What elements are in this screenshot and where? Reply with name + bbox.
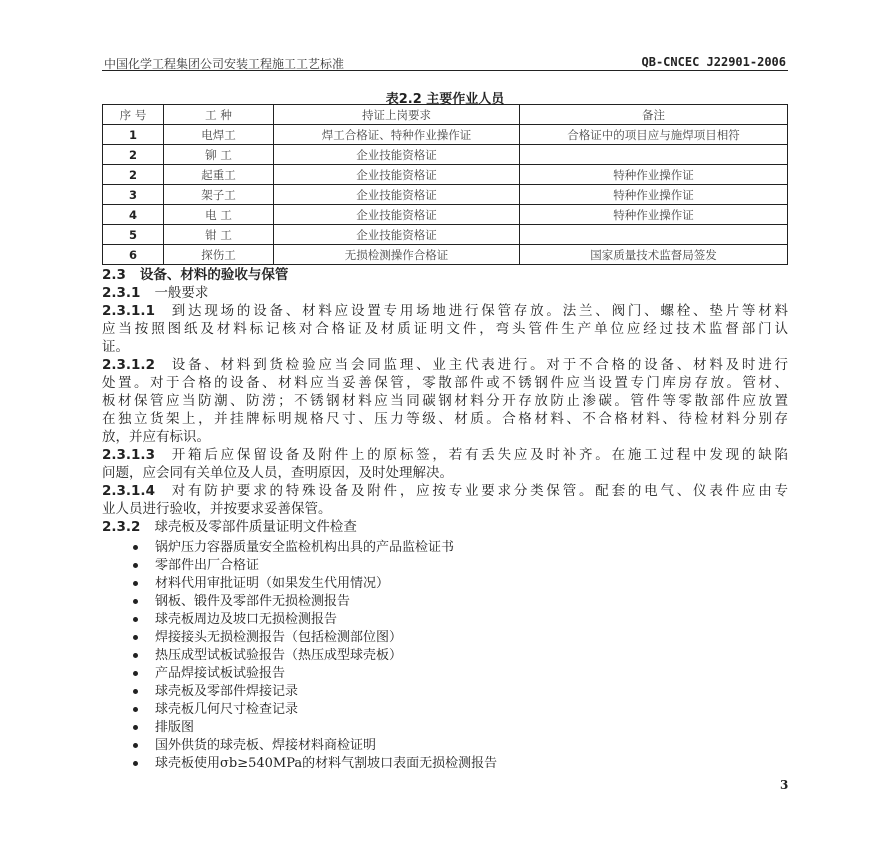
list-item-text: 材料代用审批证明（如果发生代用情况） (155, 576, 390, 591)
table-cell: 6 (103, 245, 164, 265)
bullet-icon (133, 689, 138, 694)
table-cell: 2 (103, 165, 164, 185)
list-item (133, 647, 788, 665)
table-cell: 企业技能资格证 (274, 205, 520, 225)
bullet-icon (133, 617, 138, 622)
paragraph-line (102, 338, 788, 356)
bullet-icon (133, 707, 138, 712)
table-row (103, 145, 788, 165)
paragraph-line (102, 482, 788, 500)
table-row (103, 225, 788, 245)
table-cell: 企业技能资格证 (274, 165, 520, 185)
table-cell: 5 (103, 225, 164, 245)
table-cell: 特种作业操作证 (520, 165, 788, 185)
paragraph-line (102, 410, 788, 428)
list-item-text: 国外供货的球壳板、焊接材料商检证明 (155, 738, 377, 753)
paragraph-line (102, 518, 788, 536)
paragraph-text: 在独立货架上，并挂牌标明规格尺寸、压力等级、材质。合格材料、不合格材料、待检材料分别存 (102, 411, 788, 427)
personnel-table (102, 104, 788, 265)
list-item-text: 球壳板使用σb≥540MPa的材料气割坡口表面无损检测报告 (155, 756, 498, 771)
list-item-text: 热压成型试板试验报告（热压成型球壳板） (155, 648, 403, 663)
paragraph-line (102, 464, 788, 482)
bullet-icon (133, 725, 138, 730)
table-row (103, 245, 788, 265)
paragraph-text: 设备、材料到货检验应当会同监理、业主代表进行。对于不合格的设备、材料及时进行 (168, 357, 788, 373)
table-cell: 特种作业操作证 (520, 205, 788, 225)
list-item-text: 锅炉压力容器质量安全监检机构出具的产品监检证书 (155, 540, 455, 555)
table-cell: 架子工 (164, 185, 274, 205)
paragraph-line (102, 356, 788, 374)
section-number: 2.3.2 (102, 519, 141, 535)
bullet-icon (133, 563, 138, 568)
table-cell: 电 工 (164, 205, 274, 225)
table-row (103, 125, 788, 145)
table-cell: 国家质量技术监督局签发 (520, 245, 788, 265)
header-title: 中国化学工程集团公司安装工程施工工艺标准 (104, 57, 345, 71)
table-row (103, 205, 788, 225)
table-cell: 1 (103, 125, 164, 145)
column-header: 备注 (520, 105, 788, 125)
table-cell: 钳 工 (164, 225, 274, 245)
paragraph-text: 板材保管应当防潮、防涝；不锈钢材料应当同碳钢材料分开存放防止渗碳。管件等零散部件应放置 (102, 393, 788, 409)
paragraph-line (102, 284, 788, 302)
table-cell: 3 (103, 185, 164, 205)
list-item (133, 575, 788, 593)
table-cell (520, 145, 788, 165)
paragraph-text: 到达现场的设备、材料应设置专用场地进行保管存放。法兰、阀门、螺栓、垫片等材料 (168, 303, 788, 319)
section-number: 2.3.1.4 (102, 483, 155, 499)
paragraph-text: 应当按照图纸及材料标记核对合格证及材质证明文件，弯头管件生产单位应经过技术监督部门认 (102, 321, 788, 337)
bullet-icon (133, 599, 138, 604)
paragraph-line (102, 266, 788, 284)
column-header: 工 种 (164, 105, 274, 125)
list-item (133, 539, 788, 557)
header-rule (102, 70, 788, 71)
paragraph-line (102, 374, 788, 392)
table-cell: 无损检测操作合格证 (274, 245, 520, 265)
content-flow (102, 266, 788, 773)
table-row (103, 185, 788, 205)
table-cell: 电焊工 (164, 125, 274, 145)
paragraph-line (102, 428, 788, 446)
table-cell: 4 (103, 205, 164, 225)
list-item-text: 球壳板及零部件焊接记录 (155, 684, 299, 699)
paragraph-line (102, 500, 788, 518)
paragraph-line (102, 392, 788, 410)
table-row (103, 165, 788, 185)
paragraph-line (102, 446, 788, 464)
table-cell: 焊工合格证、特种作业操作证 (274, 125, 520, 145)
list-item (133, 755, 788, 773)
list-item (133, 593, 788, 611)
bullet-icon (133, 653, 138, 658)
paragraph-text: 开箱后应保留设备及附件上的原标签，若有丢失应及时补齐。在施工过程中发现的缺陷 (168, 447, 788, 463)
page-number: 3 (780, 778, 789, 792)
list-item-text: 球壳板周边及坡口无损检测报告 (155, 612, 338, 627)
table-header-row (103, 105, 788, 125)
table-cell: 探伤工 (164, 245, 274, 265)
list-item-text: 焊接接头无损检测报告（包括检测部位图） (155, 630, 403, 645)
column-header: 序 号 (103, 105, 164, 125)
paragraph-text: 对有防护要求的特殊设备及附件，应按专业要求分类保管。配套的电气、仪表件应由专 (168, 483, 788, 499)
paragraph-text: 球壳板及零部件质量证明文件检查 (154, 519, 357, 535)
table-cell: 特种作业操作证 (520, 185, 788, 205)
list-item (133, 665, 788, 683)
section-number: 2.3 (102, 267, 126, 283)
list-item (133, 719, 788, 737)
section-number: 2.3.1.2 (102, 357, 155, 373)
header-standard-code: QB-CNCEC J22901-2006 (641, 55, 786, 69)
bullet-icon (133, 635, 138, 640)
table-cell: 企业技能资格证 (274, 145, 520, 165)
document-checklist (133, 539, 788, 773)
paragraph-text: 放，并应有标识。 (102, 429, 210, 445)
list-item (133, 683, 788, 701)
list-item (133, 557, 788, 575)
table-cell: 2 (103, 145, 164, 165)
bullet-icon (133, 761, 138, 766)
list-item-text: 球壳板几何尺寸检查记录 (155, 702, 299, 717)
section-number: 2.3.1.1 (102, 303, 155, 319)
paragraph-line (102, 320, 788, 338)
list-item (133, 737, 788, 755)
bullet-icon (133, 581, 138, 586)
paragraph-text: 处置。对于合格的设备、材料应当妥善保管，零散部件或不锈钢件应当设置专门库房存放。管材、 (102, 375, 788, 391)
table-cell: 起重工 (164, 165, 274, 185)
body-text (102, 266, 788, 536)
table-cell (520, 225, 788, 245)
table-cell: 合格证中的项目应与施焊项目相符 (520, 125, 788, 145)
list-item (133, 611, 788, 629)
table-cell: 企业技能资格证 (274, 225, 520, 245)
section-number: 2.3.1 (102, 285, 141, 301)
section-number: 2.3.1.3 (102, 447, 155, 463)
bullet-icon (133, 743, 138, 748)
table-cell: 企业技能资格证 (274, 185, 520, 205)
list-item-text: 零部件出厂合格证 (155, 558, 260, 573)
list-item (133, 701, 788, 719)
paragraph-text: 一般要求 (154, 285, 209, 301)
list-item-text: 钢板、锻件及零部件无损检测报告 (155, 594, 351, 609)
list-item (133, 629, 788, 647)
table-cell: 铆 工 (164, 145, 274, 165)
paragraph-text: 设备、材料的验收与保管 (139, 267, 289, 283)
paragraph-text: 问题，应会同有关单位及人员，查明原因，及时处理解决。 (102, 465, 453, 481)
list-item-text: 产品焊接试板试验报告 (155, 666, 286, 681)
bullet-icon (133, 545, 138, 550)
paragraph-text: 证。 (102, 339, 129, 355)
paragraph-line (102, 302, 788, 320)
paragraph-text: 业人员进行验收，并按要求妥善保管。 (102, 501, 332, 517)
bullet-icon (133, 671, 138, 676)
list-item-text: 排版图 (155, 720, 195, 735)
column-header: 持证上岗要求 (274, 105, 520, 125)
table-title: 表2.2 主要作业人员 (385, 92, 505, 107)
